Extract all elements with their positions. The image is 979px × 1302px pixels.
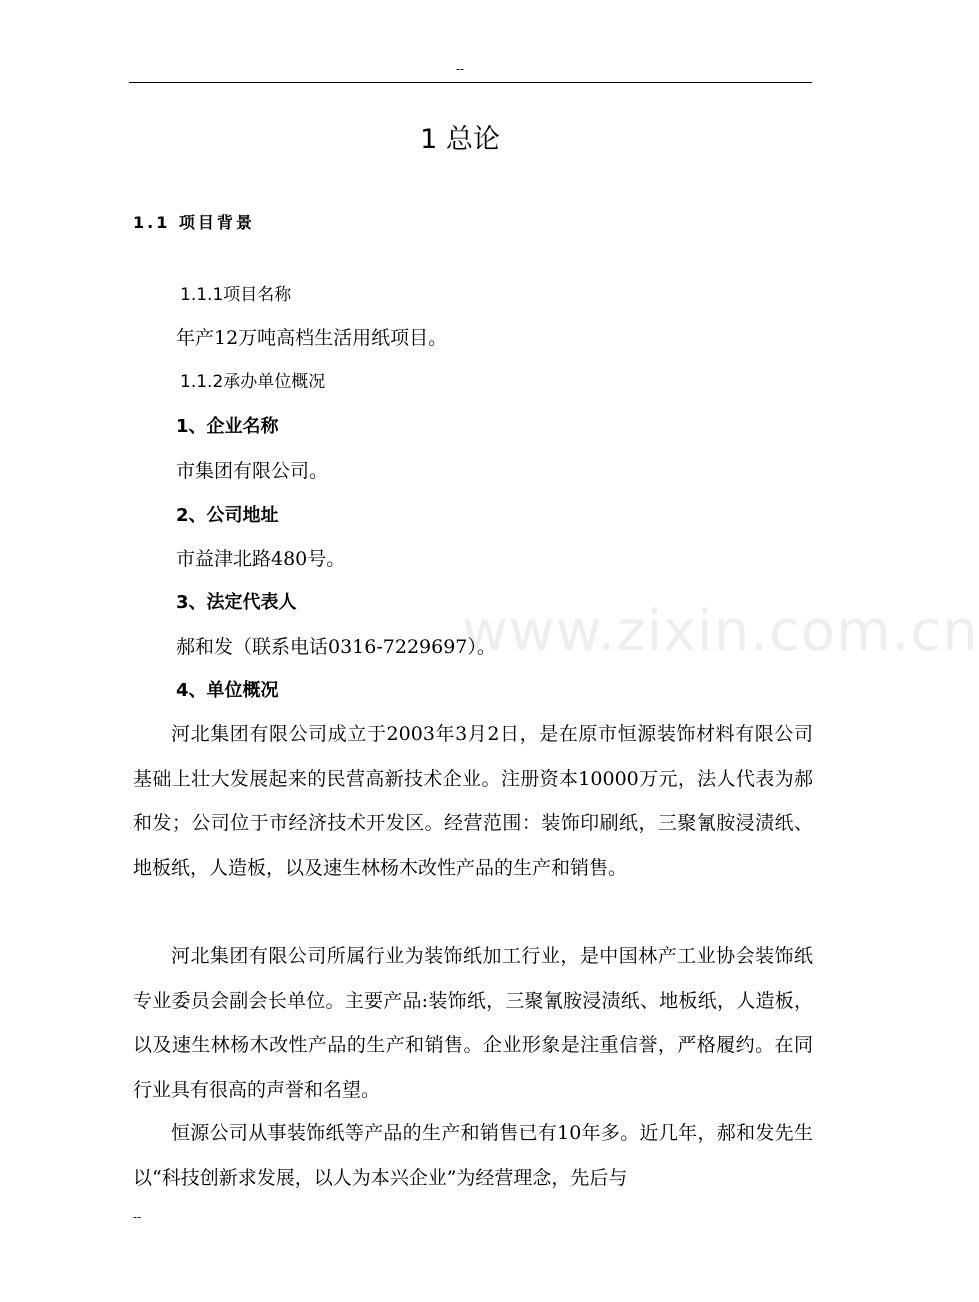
item-label-company-address: 2、公司地址 bbox=[176, 505, 279, 526]
item-text-company-name: 市集团有限公司。 bbox=[176, 460, 329, 482]
body-paragraph: 河北集团有限公司成立于2003年3月2日，是在原市恒源装饰材料有限公司基础上壮大发展起来的民营高新技术企业。注册资本10000万元，法人代表为郝和发；公司位于市经济技术开发区。经营范围：装饰印刷纸，三聚氰胺浸渍纸、地板纸，人造板，以及速生林杨木改性产品的生产和销售。 bbox=[133, 723, 813, 879]
item-text-company-address: 市益津北路480号。 bbox=[176, 548, 346, 570]
project-name-text: 年产12万吨高档生活用纸项目。 bbox=[176, 327, 448, 349]
section-title: 1.1 项目背景 bbox=[133, 213, 255, 232]
subsection-heading-project-name: 1.1.1项目名称 bbox=[180, 285, 292, 305]
header-rule bbox=[129, 82, 812, 83]
item-label-company-name: 1、企业名称 bbox=[176, 416, 279, 437]
footer-mark: -- bbox=[133, 1210, 142, 1224]
chapter-title: 1 总论 bbox=[420, 124, 500, 155]
item-text-legal-representative: 郝和发（联系电话0316-7229697）。 bbox=[176, 636, 496, 658]
subsection-heading-company-overview: 1.1.2承办单位概况 bbox=[180, 372, 326, 392]
header-mark: -- bbox=[455, 62, 465, 76]
body-paragraph: 河北集团有限公司所属行业为装饰纸加工行业，是中国林产工业协会装饰纸专业委员会副会长单位。主要产品:装饰纸，三聚氰胺浸渍纸、地板纸，人造板，以及速生林杨木改性产品的生产和销售。企业形象是注重信誉，严格履约。在同行业具有很高的声誉和名望。 bbox=[133, 945, 813, 1101]
body-paragraph: 恒源公司从事装饰纸等产品的生产和销售已有10年多。近几年，郝和发先生以“科技创新求发展，以人为本兴企业”为经营理念，先后与 bbox=[133, 1122, 813, 1189]
watermark: www.zixin.com.cn bbox=[462, 599, 979, 664]
item-label-legal-representative: 3、法定代表人 bbox=[176, 592, 297, 613]
item-label-unit-overview: 4、单位概况 bbox=[176, 680, 279, 701]
